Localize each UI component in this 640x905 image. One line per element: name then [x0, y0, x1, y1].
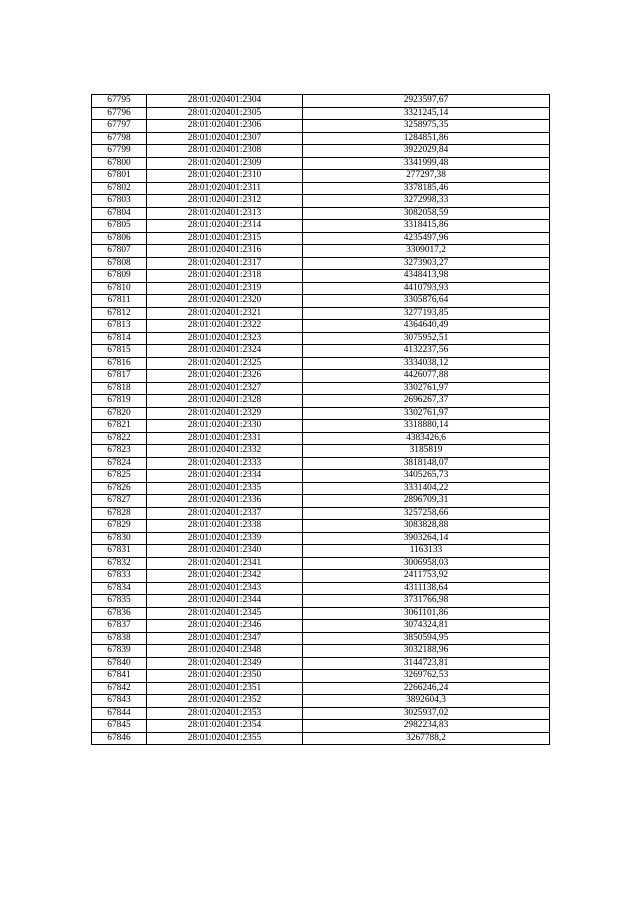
cadastral-number-cell: 28:01:020401:2313 — [147, 207, 303, 220]
row-number-cell: 67839 — [92, 645, 147, 658]
cadastral-number-cell: 28:01:020401:2351 — [147, 682, 303, 695]
table-row — [92, 520, 550, 533]
value-cell: 3082058,59 — [303, 207, 550, 220]
value-cell: 2411753,92 — [303, 570, 550, 583]
table-row — [92, 407, 550, 420]
row-number-cell: 67828 — [92, 507, 147, 520]
cadastral-number-cell: 28:01:020401:2354 — [147, 720, 303, 733]
cadastral-number-cell: 28:01:020401:2338 — [147, 520, 303, 533]
cadastral-number-cell: 28:01:020401:2335 — [147, 482, 303, 495]
cadastral-number-cell: 28:01:020401:2340 — [147, 545, 303, 558]
value-cell: 3185819 — [303, 445, 550, 458]
cadastral-number-cell: 28:01:020401:2309 — [147, 157, 303, 170]
row-number-cell: 67820 — [92, 407, 147, 420]
row-number-cell: 67816 — [92, 357, 147, 370]
table-row — [92, 370, 550, 383]
value-cell: 3818148,07 — [303, 457, 550, 470]
row-number-cell: 67824 — [92, 457, 147, 470]
table-row — [92, 495, 550, 508]
table-row — [92, 332, 550, 345]
value-cell: 3272998,33 — [303, 195, 550, 208]
value-cell: 3378185,46 — [303, 182, 550, 195]
table-row — [92, 345, 550, 358]
value-cell: 3025937,02 — [303, 707, 550, 720]
value-cell: 3144723,81 — [303, 657, 550, 670]
table-row — [92, 307, 550, 320]
value-cell: 3277193,85 — [303, 307, 550, 320]
value-cell: 3405265,73 — [303, 470, 550, 483]
cadastral-number-cell: 28:01:020401:2326 — [147, 370, 303, 383]
cadastral-number-cell: 28:01:020401:2314 — [147, 220, 303, 233]
table-row — [92, 182, 550, 195]
table-row — [92, 557, 550, 570]
row-number-cell: 67845 — [92, 720, 147, 733]
row-number-cell: 67830 — [92, 532, 147, 545]
cadastral-number-cell: 28:01:020401:2323 — [147, 332, 303, 345]
table-row — [92, 432, 550, 445]
row-number-cell: 67810 — [92, 282, 147, 295]
cadastral-number-cell: 28:01:020401:2312 — [147, 195, 303, 208]
value-cell: 1163133 — [303, 545, 550, 558]
row-number-cell: 67801 — [92, 170, 147, 183]
row-number-cell: 67795 — [92, 95, 147, 108]
table-row — [92, 132, 550, 145]
value-cell: 1284851,86 — [303, 132, 550, 145]
table-row — [92, 395, 550, 408]
table-row — [92, 470, 550, 483]
row-number-cell: 67803 — [92, 195, 147, 208]
cadastral-number-cell: 28:01:020401:2334 — [147, 470, 303, 483]
value-cell: 3850594,95 — [303, 632, 550, 645]
value-cell: 3083828,88 — [303, 520, 550, 533]
value-cell: 3075952,51 — [303, 332, 550, 345]
cadastral-number-cell: 28:01:020401:2350 — [147, 670, 303, 683]
value-cell: 3267788,2 — [303, 732, 550, 745]
table-row — [92, 620, 550, 633]
value-cell: 2982234,83 — [303, 720, 550, 733]
row-number-cell: 67819 — [92, 395, 147, 408]
value-cell: 3006958,03 — [303, 557, 550, 570]
row-number-cell: 67822 — [92, 432, 147, 445]
table-row — [92, 670, 550, 683]
row-number-cell: 67814 — [92, 332, 147, 345]
table-row — [92, 170, 550, 183]
value-cell: 3318415,86 — [303, 220, 550, 233]
cadastral-number-cell: 28:01:020401:2319 — [147, 282, 303, 295]
cadastral-value-table — [91, 94, 550, 745]
cadastral-number-cell: 28:01:020401:2327 — [147, 382, 303, 395]
cadastral-number-cell: 28:01:020401:2306 — [147, 120, 303, 133]
cadastral-number-cell: 28:01:020401:2333 — [147, 457, 303, 470]
value-cell: 2266246,24 — [303, 682, 550, 695]
table-row — [92, 507, 550, 520]
value-cell: 3302761,97 — [303, 382, 550, 395]
cadastral-number-cell: 28:01:020401:2343 — [147, 582, 303, 595]
row-number-cell: 67808 — [92, 257, 147, 270]
table-row — [92, 545, 550, 558]
cadastral-number-cell: 28:01:020401:2321 — [147, 307, 303, 320]
value-cell: 3302761,97 — [303, 407, 550, 420]
table-row — [92, 732, 550, 745]
cadastral-number-cell: 28:01:020401:2329 — [147, 407, 303, 420]
row-number-cell: 67800 — [92, 157, 147, 170]
value-cell: 3903264,14 — [303, 532, 550, 545]
row-number-cell: 67841 — [92, 670, 147, 683]
value-cell: 4311138,64 — [303, 582, 550, 595]
row-number-cell: 67846 — [92, 732, 147, 745]
table-row — [92, 107, 550, 120]
cadastral-number-cell: 28:01:020401:2330 — [147, 420, 303, 433]
value-cell: 4383426,6 — [303, 432, 550, 445]
cadastral-number-cell: 28:01:020401:2339 — [147, 532, 303, 545]
row-number-cell: 67833 — [92, 570, 147, 583]
cadastral-number-cell: 28:01:020401:2308 — [147, 145, 303, 158]
row-number-cell: 67798 — [92, 132, 147, 145]
row-number-cell: 67807 — [92, 245, 147, 258]
value-cell: 3257258,66 — [303, 507, 550, 520]
table-row — [92, 145, 550, 158]
cadastral-number-cell: 28:01:020401:2322 — [147, 320, 303, 333]
value-cell: 3074324,81 — [303, 620, 550, 633]
value-cell: 3258975,35 — [303, 120, 550, 133]
cadastral-number-cell: 28:01:020401:2324 — [147, 345, 303, 358]
row-number-cell: 67818 — [92, 382, 147, 395]
table-row — [92, 645, 550, 658]
row-number-cell: 67796 — [92, 107, 147, 120]
row-number-cell: 67805 — [92, 220, 147, 233]
cadastral-number-cell: 28:01:020401:2336 — [147, 495, 303, 508]
value-cell: 277297,38 — [303, 170, 550, 183]
row-number-cell: 67835 — [92, 595, 147, 608]
table-row — [92, 295, 550, 308]
cadastral-number-cell: 28:01:020401:2317 — [147, 257, 303, 270]
cadastral-number-cell: 28:01:020401:2311 — [147, 182, 303, 195]
cadastral-number-cell: 28:01:020401:2342 — [147, 570, 303, 583]
cadastral-number-cell: 28:01:020401:2355 — [147, 732, 303, 745]
row-number-cell: 67837 — [92, 620, 147, 633]
value-cell: 4132237,56 — [303, 345, 550, 358]
cadastral-number-cell: 28:01:020401:2344 — [147, 595, 303, 608]
value-cell: 4235497,96 — [303, 232, 550, 245]
value-cell: 4410793,93 — [303, 282, 550, 295]
row-number-cell: 67829 — [92, 520, 147, 533]
cadastral-number-cell: 28:01:020401:2318 — [147, 270, 303, 283]
table-row — [92, 532, 550, 545]
row-number-cell: 67812 — [92, 307, 147, 320]
cadastral-number-cell: 28:01:020401:2310 — [147, 170, 303, 183]
row-number-cell: 67834 — [92, 582, 147, 595]
value-cell: 3032188,96 — [303, 645, 550, 658]
table-row — [92, 257, 550, 270]
row-number-cell: 67831 — [92, 545, 147, 558]
cadastral-number-cell: 28:01:020401:2328 — [147, 395, 303, 408]
table-row — [92, 595, 550, 608]
row-number-cell: 67813 — [92, 320, 147, 333]
table-row — [92, 445, 550, 458]
table-row — [92, 120, 550, 133]
table-row — [92, 232, 550, 245]
cadastral-number-cell: 28:01:020401:2325 — [147, 357, 303, 370]
value-cell: 3269762,53 — [303, 670, 550, 683]
value-cell: 2896709,31 — [303, 495, 550, 508]
row-number-cell: 67840 — [92, 657, 147, 670]
table-row — [92, 457, 550, 470]
cadastral-number-cell: 28:01:020401:2320 — [147, 295, 303, 308]
cadastral-number-cell: 28:01:020401:2353 — [147, 707, 303, 720]
row-number-cell: 67804 — [92, 207, 147, 220]
cadastral-number-cell: 28:01:020401:2341 — [147, 557, 303, 570]
cadastral-number-cell: 28:01:020401:2352 — [147, 695, 303, 708]
row-number-cell: 67843 — [92, 695, 147, 708]
cadastral-number-cell: 28:01:020401:2347 — [147, 632, 303, 645]
table-row — [92, 632, 550, 645]
value-cell: 3273903,27 — [303, 257, 550, 270]
value-cell: 3318880,14 — [303, 420, 550, 433]
value-cell: 3321245,14 — [303, 107, 550, 120]
cadastral-number-cell: 28:01:020401:2346 — [147, 620, 303, 633]
cadastral-number-cell: 28:01:020401:2332 — [147, 445, 303, 458]
cadastral-number-cell: 28:01:020401:2349 — [147, 657, 303, 670]
table-row — [92, 382, 550, 395]
value-cell: 3331404,22 — [303, 482, 550, 495]
value-cell: 3922029,84 — [303, 145, 550, 158]
table-body — [92, 95, 550, 745]
table-row — [92, 707, 550, 720]
row-number-cell: 67821 — [92, 420, 147, 433]
value-cell: 2923597,67 — [303, 95, 550, 108]
table-row — [92, 482, 550, 495]
row-number-cell: 67817 — [92, 370, 147, 383]
row-number-cell: 67806 — [92, 232, 147, 245]
row-number-cell: 67836 — [92, 607, 147, 620]
row-number-cell: 67826 — [92, 482, 147, 495]
cadastral-number-cell: 28:01:020401:2307 — [147, 132, 303, 145]
row-number-cell: 67811 — [92, 295, 147, 308]
table-row — [92, 570, 550, 583]
row-number-cell: 67802 — [92, 182, 147, 195]
value-cell: 2696267,37 — [303, 395, 550, 408]
cadastral-number-cell: 28:01:020401:2305 — [147, 107, 303, 120]
table-row — [92, 207, 550, 220]
table-row — [92, 682, 550, 695]
row-number-cell: 67844 — [92, 707, 147, 720]
table-row — [92, 720, 550, 733]
value-cell: 3892604,3 — [303, 695, 550, 708]
cadastral-number-cell: 28:01:020401:2316 — [147, 245, 303, 258]
value-cell: 4426077,88 — [303, 370, 550, 383]
table-row — [92, 695, 550, 708]
row-number-cell: 67842 — [92, 682, 147, 695]
row-number-cell: 67797 — [92, 120, 147, 133]
cadastral-number-cell: 28:01:020401:2304 — [147, 95, 303, 108]
table-row — [92, 220, 550, 233]
value-cell: 3305876,64 — [303, 295, 550, 308]
row-number-cell: 67827 — [92, 495, 147, 508]
value-cell: 4348413,98 — [303, 270, 550, 283]
row-number-cell: 67832 — [92, 557, 147, 570]
table-row — [92, 245, 550, 258]
cadastral-number-cell: 28:01:020401:2337 — [147, 507, 303, 520]
table-row — [92, 420, 550, 433]
value-cell: 3061101,86 — [303, 607, 550, 620]
row-number-cell: 67815 — [92, 345, 147, 358]
value-cell: 4364640,49 — [303, 320, 550, 333]
cadastral-number-cell: 28:01:020401:2331 — [147, 432, 303, 445]
table-row — [92, 95, 550, 108]
table-row — [92, 157, 550, 170]
value-cell: 3731766,98 — [303, 595, 550, 608]
value-cell: 3309017,2 — [303, 245, 550, 258]
table-row — [92, 657, 550, 670]
value-cell: 3341999,48 — [303, 157, 550, 170]
table-row — [92, 607, 550, 620]
cadastral-number-cell: 28:01:020401:2345 — [147, 607, 303, 620]
row-number-cell: 67823 — [92, 445, 147, 458]
table-row — [92, 320, 550, 333]
cadastral-number-cell: 28:01:020401:2315 — [147, 232, 303, 245]
table-row — [92, 195, 550, 208]
row-number-cell: 67799 — [92, 145, 147, 158]
row-number-cell: 67838 — [92, 632, 147, 645]
value-cell: 3334038,12 — [303, 357, 550, 370]
table-row — [92, 357, 550, 370]
table-row — [92, 270, 550, 283]
table-row — [92, 282, 550, 295]
table-row — [92, 582, 550, 595]
cadastral-number-cell: 28:01:020401:2348 — [147, 645, 303, 658]
row-number-cell: 67825 — [92, 470, 147, 483]
row-number-cell: 67809 — [92, 270, 147, 283]
